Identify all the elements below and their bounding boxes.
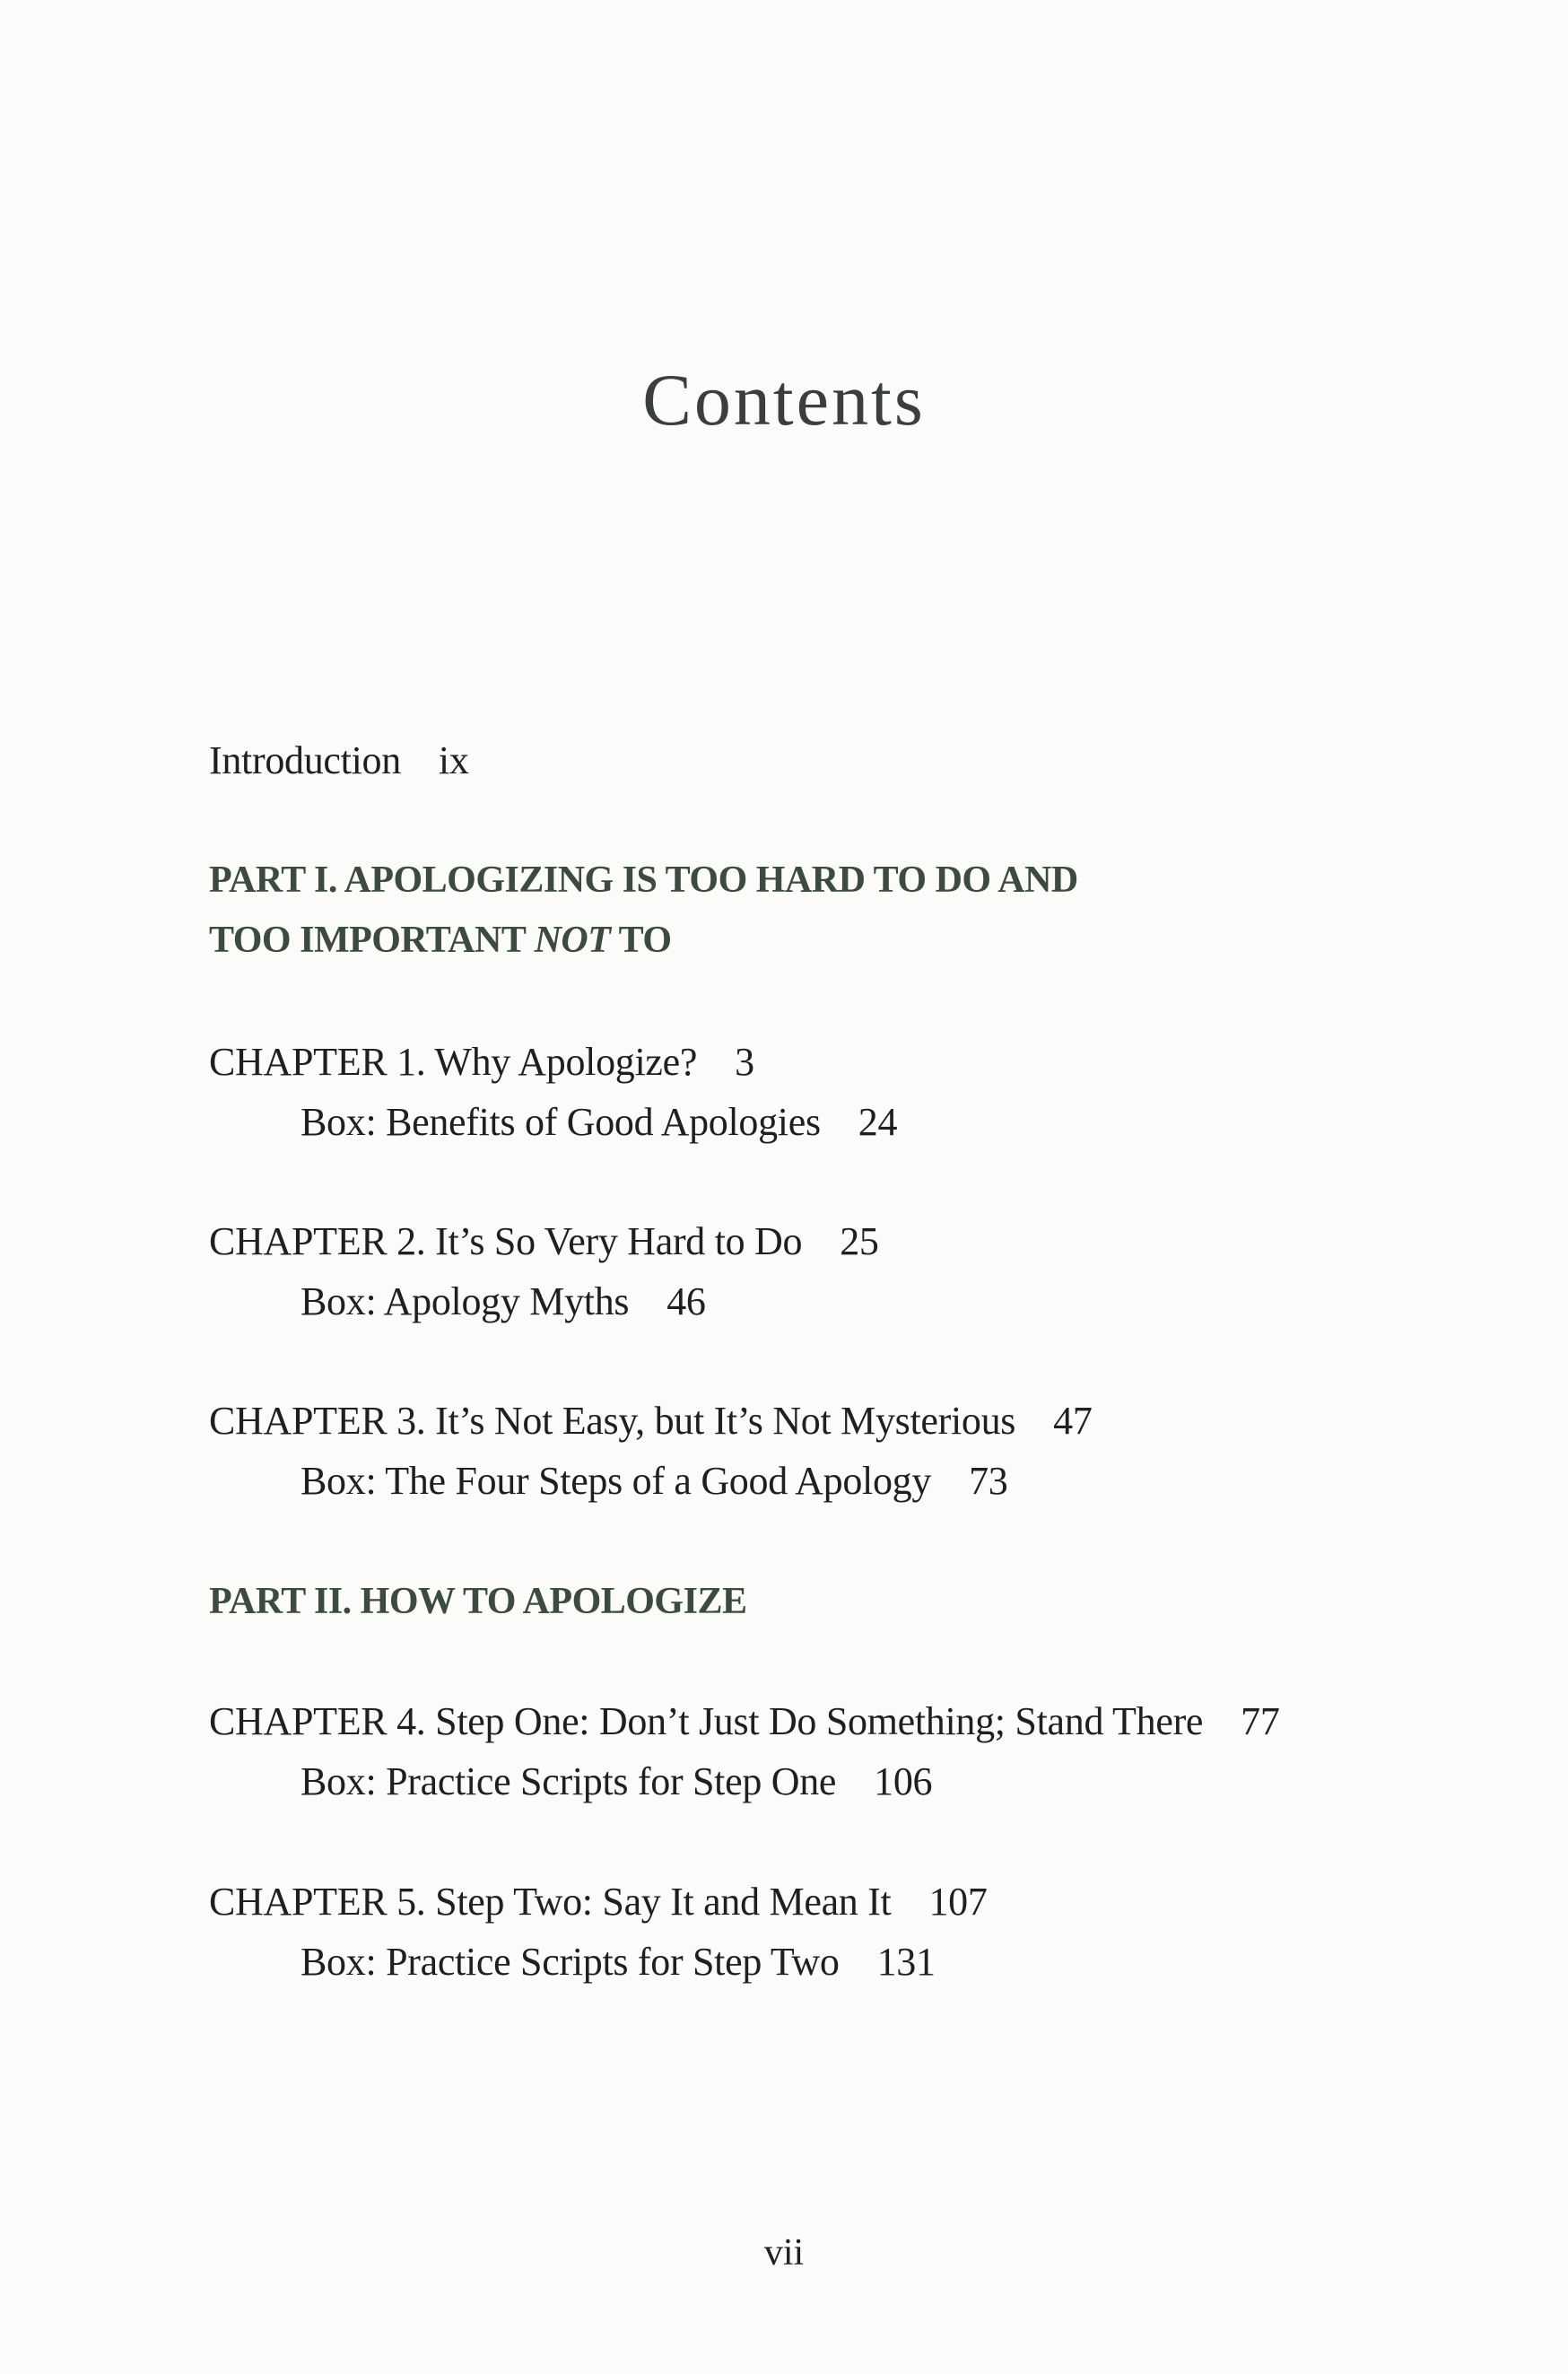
toc-entry-chapter-2[interactable] <box>209 1219 879 1263</box>
toc-entry-page: 77 <box>1241 1699 1280 1743</box>
part-heading-emphasis: NOT <box>534 920 611 961</box>
part-heading-1-line-1: PART I. APOLOGIZING IS TOO HARD TO DO AND <box>209 860 1078 901</box>
toc-entry-label: CHAPTER 5. Step Two: Say It and Mean It <box>209 1880 892 1924</box>
toc-entry-chapter-4[interactable] <box>209 1699 1280 1743</box>
toc-entry-page: 3 <box>735 1040 754 1084</box>
toc-entry-page: 46 <box>666 1279 706 1323</box>
toc-entry-page: 73 <box>969 1459 1008 1503</box>
toc-entry-page: 25 <box>840 1219 879 1263</box>
toc-entry-page: 131 <box>876 1940 936 1984</box>
part-heading-text: TO <box>610 920 672 961</box>
toc-entry-label: Box: Apology Myths <box>301 1279 630 1323</box>
toc-box-entry-chapter-4[interactable] <box>301 1759 933 1803</box>
toc-entry-page: 107 <box>928 1880 988 1924</box>
toc-entry-page: 24 <box>858 1100 898 1144</box>
toc-entry-introduction[interactable] <box>209 738 469 782</box>
toc-entry-label: Box: The Four Steps of a Good Apology <box>301 1459 932 1503</box>
toc-entry-page: 47 <box>1053 1399 1093 1443</box>
toc-entry-label: Box: Practice Scripts for Step Two <box>301 1940 840 1984</box>
toc-entry-chapter-3[interactable] <box>209 1401 1093 1441</box>
toc-entry-label: Box: Benefits of Good Apologies <box>301 1100 821 1144</box>
toc-entry-page: ix <box>438 738 469 782</box>
toc-entry-label: CHAPTER 3. It’s Not Easy, but It’s Not Mysterious <box>209 1399 1016 1443</box>
toc-entry-label: CHAPTER 2. It’s So Very Hard to Do <box>209 1219 803 1263</box>
page-number: vii <box>763 2232 805 2274</box>
toc-entry-chapter-5[interactable] <box>209 1882 988 1922</box>
part-heading-1-line-2 <box>209 921 672 959</box>
part-heading-2: PART II. HOW TO APOLOGIZE <box>209 1581 747 1622</box>
page-title: Contents <box>642 359 926 441</box>
toc-box-entry-chapter-5[interactable] <box>301 1942 936 1982</box>
part-heading-text: TOO IMPORTANT <box>209 920 535 961</box>
toc-box-entry-chapter-1[interactable] <box>301 1100 898 1144</box>
toc-entry-label: Box: Practice Scripts for Step One <box>301 1759 837 1803</box>
toc-entry-label: CHAPTER 1. Why Apologize? <box>209 1040 698 1084</box>
toc-entry-label: CHAPTER 4. Step One: Don’t Just Do Something; Stand There <box>209 1699 1204 1743</box>
toc-entry-chapter-1[interactable] <box>209 1040 754 1084</box>
toc-box-entry-chapter-2[interactable] <box>301 1279 706 1323</box>
toc-entry-page: 106 <box>874 1759 933 1803</box>
toc-entry-label: Introduction <box>209 738 401 782</box>
toc-box-entry-chapter-3[interactable] <box>301 1459 1008 1503</box>
